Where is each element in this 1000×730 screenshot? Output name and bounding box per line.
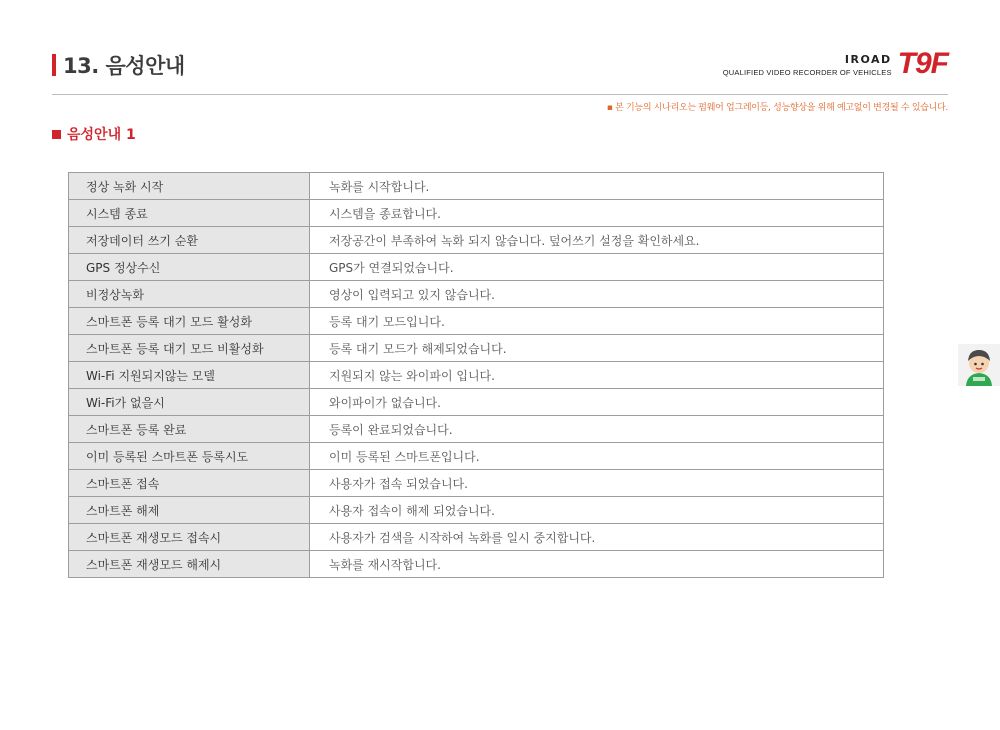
message-cell: 등록 대기 모드가 해제되었습니다. <box>310 335 884 362</box>
table-row <box>69 470 884 497</box>
message-cell: 녹화를 시작합니다. <box>310 173 884 200</box>
event-cell: 스마트폰 등록 완료 <box>69 416 310 443</box>
table-row <box>69 281 884 308</box>
table-row <box>69 308 884 335</box>
message-cell: 녹화를 재시작합니다. <box>310 551 884 578</box>
brand-tagline: QUALIFIED VIDEO RECORDER OF VEHICLES <box>722 68 892 77</box>
brand-name: IROAD <box>844 53 892 66</box>
event-cell: 스마트폰 재생모드 접속시 <box>69 524 310 551</box>
message-cell: 등록이 완료되었습니다. <box>310 416 884 443</box>
event-cell: 정상 녹화 시작 <box>69 173 310 200</box>
header-divider <box>52 94 948 95</box>
event-cell: 스마트폰 접속 <box>69 470 310 497</box>
event-cell: 시스템 종료 <box>69 200 310 227</box>
message-cell: 사용자가 검색을 시작하여 녹화를 일시 중지합니다. <box>310 524 884 551</box>
table-row <box>69 227 884 254</box>
table-row <box>69 173 884 200</box>
voice-guide-table <box>68 172 884 578</box>
event-cell: 스마트폰 등록 대기 모드 활성화 <box>69 308 310 335</box>
table-row <box>69 389 884 416</box>
section-title: 음성안내 1 <box>67 127 136 143</box>
event-cell: 스마트폰 등록 대기 모드 비활성화 <box>69 335 310 362</box>
message-cell: 등록 대기 모드입니다. <box>310 308 884 335</box>
event-cell: Wi-Fi가 없을시 <box>69 389 310 416</box>
event-cell: 스마트폰 해제 <box>69 497 310 524</box>
title-accent-bar <box>52 54 56 76</box>
message-cell: 영상이 입력되고 있지 않습니다. <box>310 281 884 308</box>
table-row <box>69 443 884 470</box>
assistant-avatar-icon[interactable] <box>958 344 1000 386</box>
message-cell: 지원되지 않는 와이파이 입니다. <box>310 362 884 389</box>
firmware-notice: ▪ 본 기능의 시나리오는 펌웨어 업그레이등, 성능향상을 위해 예고없이 변경될 수 있습니다. <box>606 103 948 113</box>
table-row <box>69 497 884 524</box>
page-title: 13. 음성안내 <box>63 54 185 78</box>
message-cell: GPS가 연결되었습니다. <box>310 254 884 281</box>
message-cell: 이미 등록된 스마트폰입니다. <box>310 443 884 470</box>
table-row <box>69 254 884 281</box>
event-cell: 저장데이터 쓰기 순환 <box>69 227 310 254</box>
message-cell: 와이파이가 없습니다. <box>310 389 884 416</box>
table-row <box>69 524 884 551</box>
event-cell: Wi-Fi 지원되지않는 모델 <box>69 362 310 389</box>
table-row <box>69 551 884 578</box>
message-cell: 사용자 접속이 해제 되었습니다. <box>310 497 884 524</box>
brand-text <box>723 54 892 78</box>
event-cell: 이미 등록된 스마트폰 등록시도 <box>69 443 310 470</box>
section-heading <box>52 124 136 144</box>
message-cell: 사용자가 접속 되었습니다. <box>310 470 884 497</box>
square-bullet-icon <box>52 130 61 139</box>
brand-logo <box>722 47 948 80</box>
event-cell: 스마트폰 재생모드 해제시 <box>69 551 310 578</box>
message-cell: 시스템을 종료합니다. <box>310 200 884 227</box>
brand-model: T9F <box>897 47 948 80</box>
event-cell: 비정상녹화 <box>69 281 310 308</box>
table-row <box>69 416 884 443</box>
table-row <box>69 335 884 362</box>
table-row <box>69 362 884 389</box>
message-cell: 저장공간이 부족하여 녹화 되지 않습니다. 덮어쓰기 설정을 확인하세요. <box>310 227 884 254</box>
event-cell: GPS 정상수신 <box>69 254 310 281</box>
table-row <box>69 200 884 227</box>
